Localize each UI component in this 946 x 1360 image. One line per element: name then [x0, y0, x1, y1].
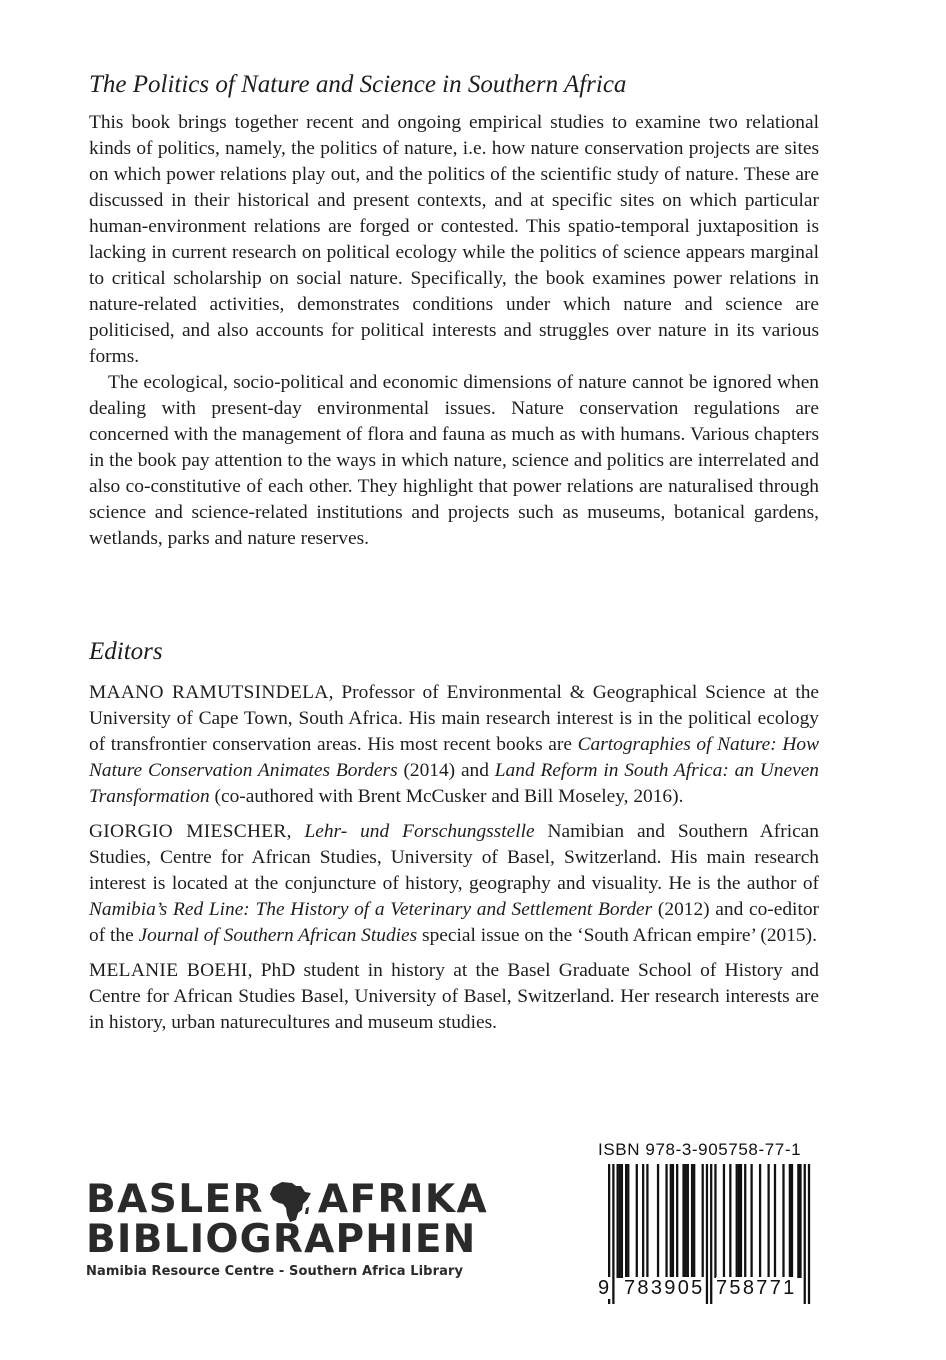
barcode-bar [642, 1164, 644, 1278]
blurb-paragraph-2: The ecological, socio-political and economic dimensions of nature cannot be ignored when dealing with present-day environmental issues. Nature conservation regulations are concerned with the management of flora and fauna as much as with humans. Various chapters in the book pay attention to the ways in which nature, science and politics are interrelated and also co-constitutive of each other. They highlight that power relations are naturalised through science and science-related institutions and projects such as museums, botanical gardens, wetlands, parks and nature reserves. [89, 372, 819, 549]
barcode-bar [808, 1164, 810, 1304]
book-title-ref: Namibia’s Red Line: The History of a Veterinary and Settlement Border [89, 899, 653, 920]
logo-word-afrika: AFRIKA [317, 1177, 489, 1222]
editor-bio-miescher: GIORGIO MIESCHER, Lehr- und Forschungsstelle Namibian and Southern African Studies, Centre for African Studies, University of Basel, Switzerland. His main research interest is located at the conjuncture of history, geography and visuality. He is the author of Namibia’s Red Line: The History of a Veterinary and Settlement Border (2012) and co-editor of the Journal of Southern African Studies special issue on the ‘South African empire’ (2015). [89, 821, 819, 946]
logo-word-bibliographien: BIBLIOGRAPHIEN [86, 1217, 477, 1262]
barcode-bar [685, 1164, 687, 1278]
barcode-bar [646, 1164, 648, 1278]
barcode-bar [789, 1164, 791, 1278]
barcode-bar [736, 1164, 738, 1278]
barcode-bar [617, 1164, 619, 1278]
barcode-bar [740, 1164, 742, 1278]
barcode-bar [729, 1164, 731, 1278]
barcode-bar [714, 1164, 716, 1278]
barcode-bar [619, 1164, 621, 1278]
editor-name: GIORGIO MIESCHER [89, 821, 287, 842]
editors-heading: Editors [89, 638, 163, 665]
barcode-bar [738, 1164, 740, 1278]
barcode-bar [612, 1164, 614, 1304]
barcode-bar [625, 1164, 627, 1278]
barcode-bar [799, 1164, 801, 1278]
barcode-bar [693, 1164, 695, 1278]
barcode-digits-right: 758771 [716, 1277, 797, 1299]
isbn-label: ISBN 978-3-905758-77-1 [598, 1140, 802, 1159]
barcode-bar [687, 1164, 689, 1278]
barcode-bar [672, 1164, 674, 1278]
publisher-logo [86, 1177, 496, 1281]
barcode-bar [710, 1164, 712, 1304]
book-title-ref: Cartographies of Nature: How Nature Conservation Animates Borders [89, 734, 820, 781]
barcode-bar [670, 1164, 672, 1278]
blurb-paragraph-1: This book brings together recent and ongoing empirical studies to examine two relational kinds of politics, namely, the politics of nature, i.e. how nature conservation projects are sites on which power relations play out, and the politics of the scientific study of nature. These are discussed in their historical and present contexts, and at specific sites on which particular human-environment relations are forged or contested. This spatio-temporal juxtaposition is lacking in current research on political ecology while the politics of science appears marginal to critical scholarship on social nature. Specifically, the book examines power relations in nature-related activities, demonstrates conditions under which nature and science are politicised, and also accounts for political interests and struggles over nature in its various forms. [89, 112, 819, 367]
logo-subtitle: Namibia Resource Centre - Southern Africa Library [86, 1264, 464, 1279]
barcode-bar [767, 1164, 769, 1278]
barcode-bar [797, 1164, 799, 1278]
editor-name: MELANIE BOEHI [89, 960, 248, 981]
journal-title-ref: Journal of Southern African Studies [138, 925, 418, 946]
blurb [89, 110, 819, 552]
barcode-bar [682, 1164, 684, 1278]
barcode-bar [627, 1164, 629, 1278]
book-title-ref: Land Reform in South Africa: an Uneven Transformation [89, 760, 819, 807]
editors-list [89, 680, 819, 1045]
barcode-lead-digit: 9 [598, 1277, 612, 1299]
barcode-bar [657, 1164, 659, 1278]
barcode-bar [636, 1164, 638, 1278]
barcode-bar [774, 1164, 776, 1278]
barcode-bar [782, 1164, 784, 1278]
barcode-bar [691, 1164, 693, 1278]
barcode-bar [750, 1164, 752, 1278]
editor-bio-boehi: MELANIE BOEHI, PhD student in history at the Basel Graduate School of History and Centre for African Studies Basel, University of Basel, Switzerland. Her research interests are in history, urban naturecultures and museum studies. [89, 960, 819, 1033]
barcode-bar [744, 1164, 746, 1278]
editor-name: MAANO RAMUTSINDELA [89, 682, 329, 703]
barcode-bar [759, 1164, 761, 1278]
logo-word-basler: BASLER [86, 1177, 264, 1222]
book-title: The Politics of Nature and Science in Southern Africa [89, 71, 627, 98]
barcode-bar [804, 1164, 806, 1304]
barcode-bar [702, 1164, 704, 1278]
institution-ref: Lehr- und Forschungsstelle [304, 821, 535, 842]
barcode-bar [791, 1164, 793, 1278]
barcode-bar [665, 1164, 667, 1278]
barcode-bar [706, 1164, 708, 1304]
barcode-bar [676, 1164, 678, 1278]
editor-bio-ramutsindela: MAANO RAMUTSINDELA, Professor of Environmental & Geographical Science at the University of Cape Town, South Africa. His main research interest is in the political ecology of transfrontier conservation areas. His most recent books are Cartographies of Nature: How Nature Conservation Animates Borders (2014) and Land Reform in South Africa: an Uneven Transformation (co-authored with Brent McCusker and Bill Moseley, 2016). [89, 682, 820, 807]
barcode-bar [723, 1164, 725, 1278]
barcode-digits-left: 783905 [624, 1277, 705, 1299]
barcode-bar [621, 1164, 623, 1278]
